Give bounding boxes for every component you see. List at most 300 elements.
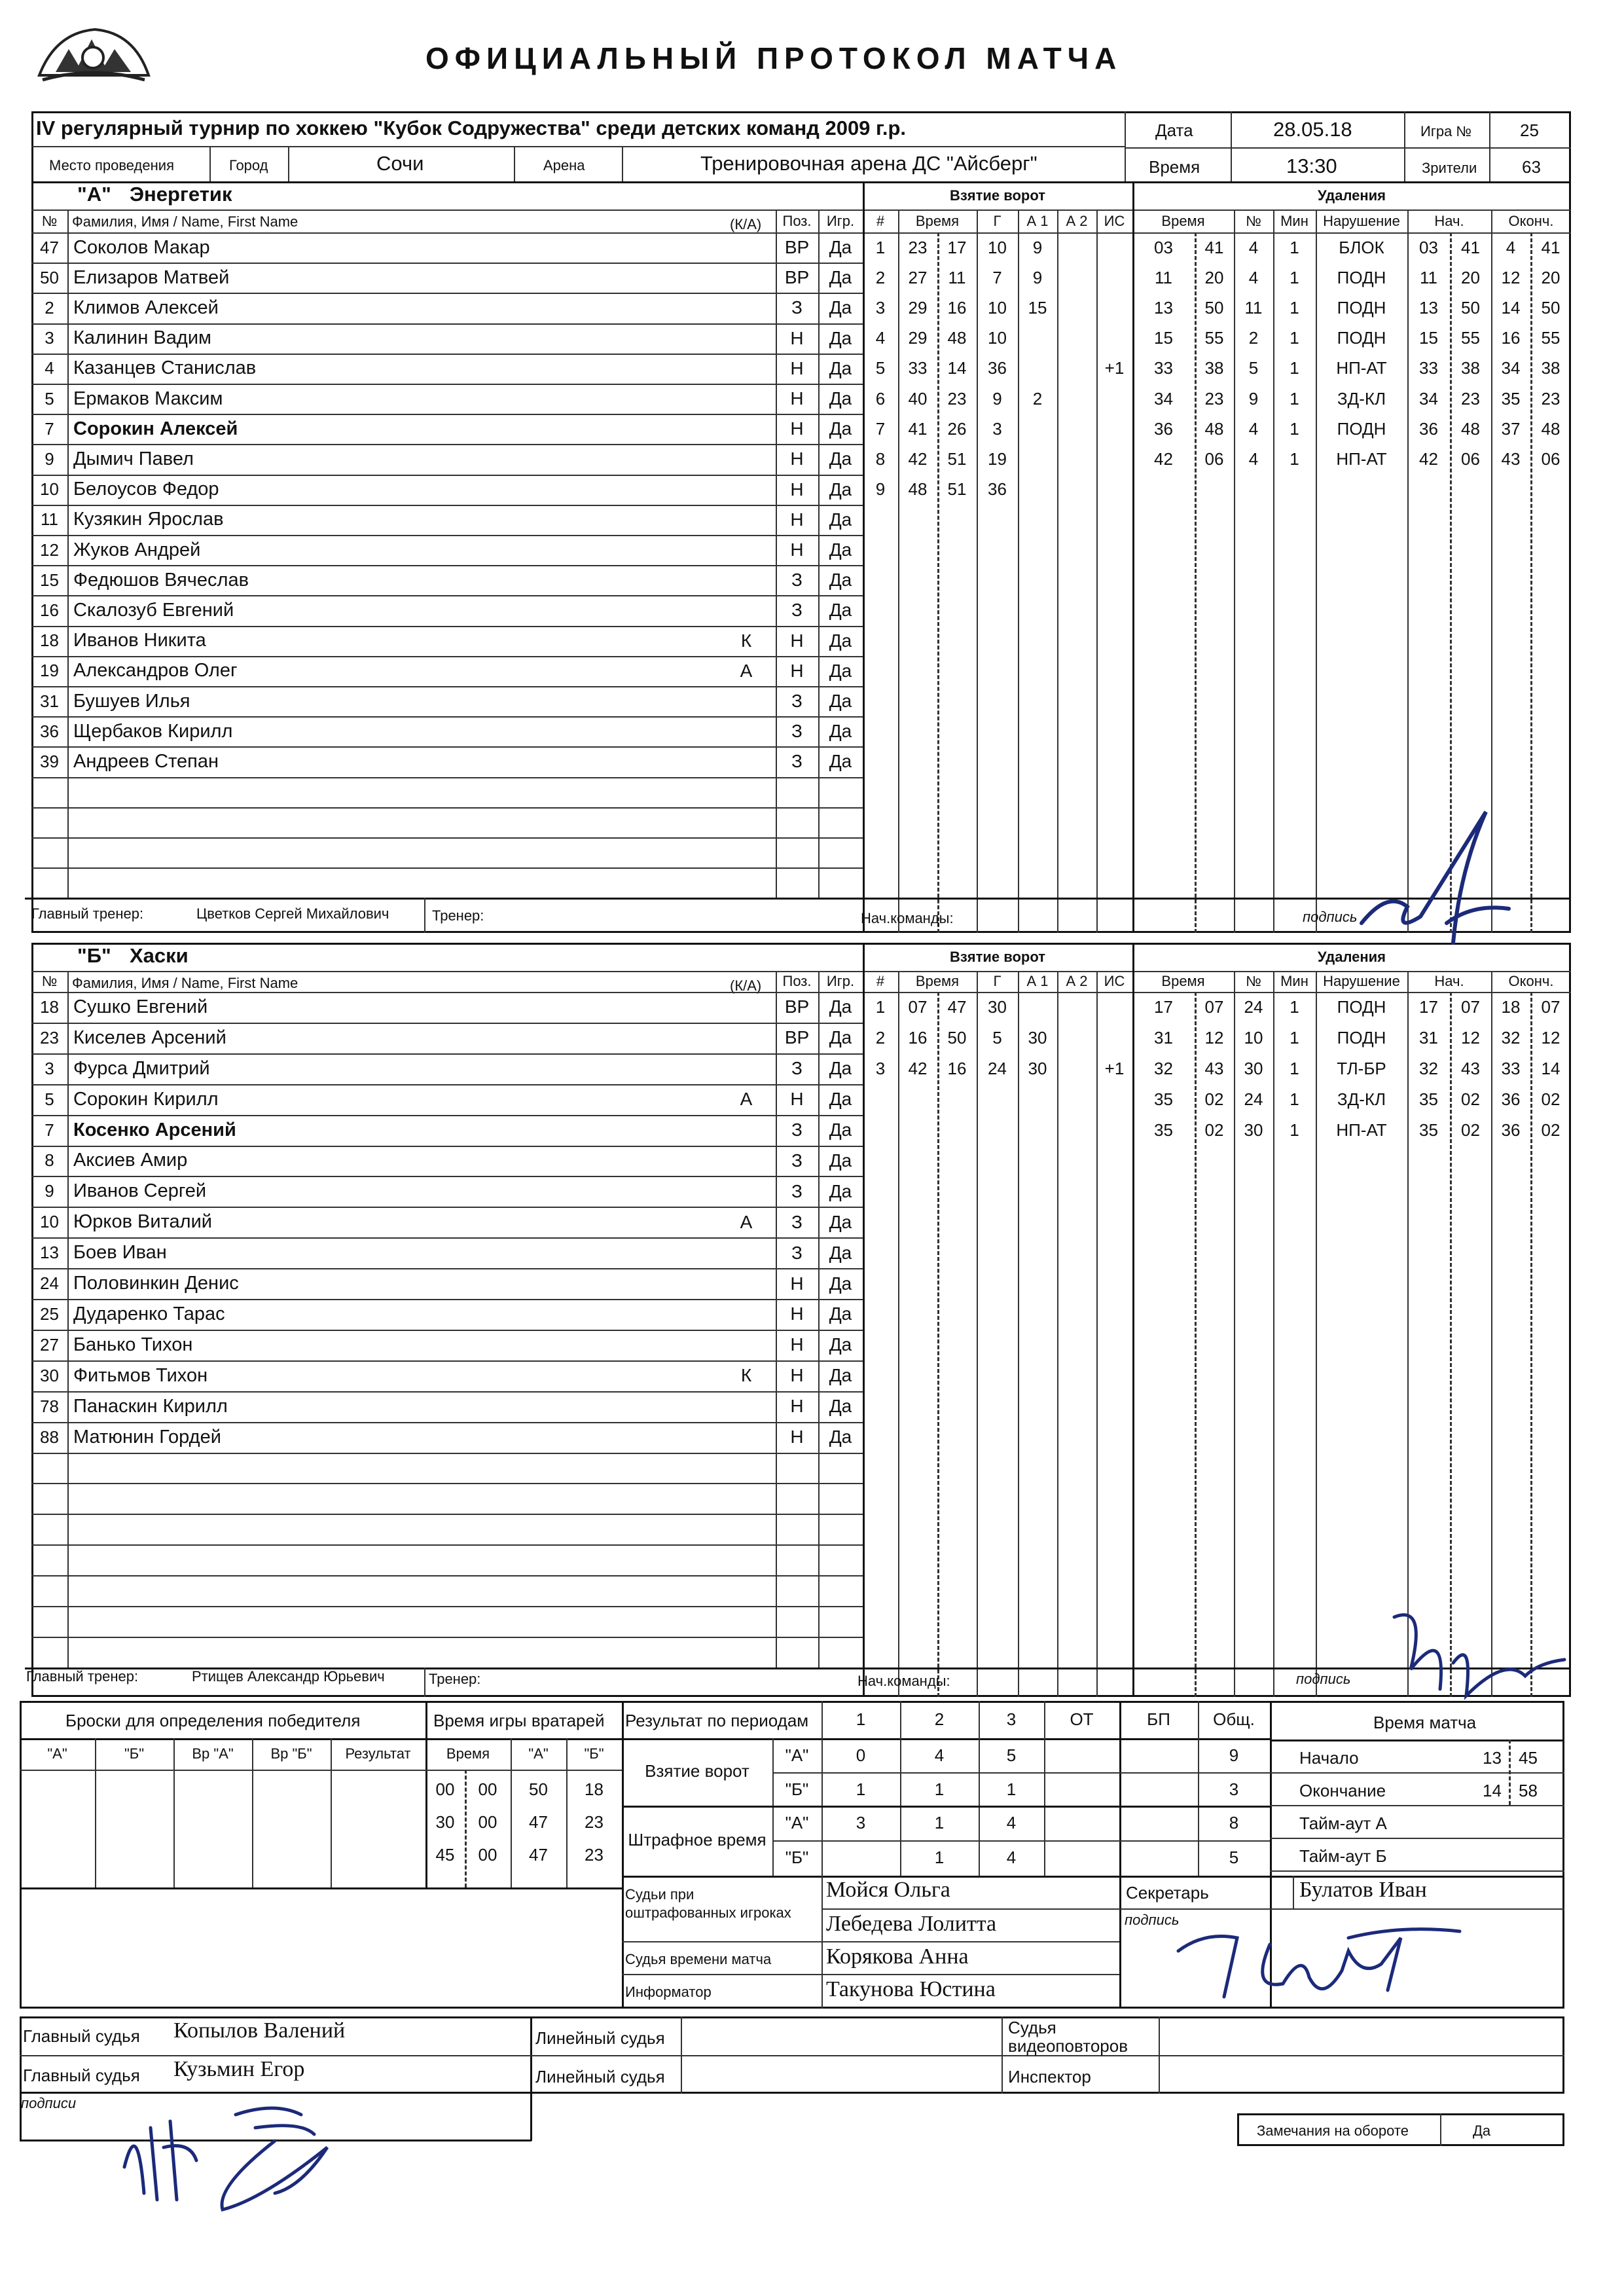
team-a-player-position: З bbox=[791, 721, 803, 742]
team-a-label: "А" bbox=[77, 183, 111, 206]
team-b-signature-label: подпись bbox=[1296, 1671, 1351, 1687]
team-a-player-position: Н bbox=[790, 539, 804, 560]
match-time-title: Время матча bbox=[1373, 1713, 1477, 1732]
grid-line bbox=[20, 1887, 622, 1889]
team-b-penalty-s: 12 bbox=[1204, 1027, 1224, 1048]
team-a-penalty-sm: 15 bbox=[1419, 328, 1438, 348]
team-a-player-number: 2 bbox=[45, 297, 54, 318]
team-a-col-header-pos: Поз. bbox=[782, 212, 812, 229]
team-a-signature-label: подпись bbox=[1303, 909, 1358, 925]
team-a-penalty-min: 1 bbox=[1290, 358, 1299, 378]
team-a-player-number: 18 bbox=[40, 630, 59, 651]
team-a-col-header-pen-end: Оконч. bbox=[1508, 212, 1554, 229]
team-b-penalty-v: ПОДН bbox=[1337, 1027, 1386, 1048]
team-a-goal-g: 19 bbox=[988, 448, 1007, 469]
team-a-goal-is bbox=[1096, 263, 1132, 293]
team-a-player-played: Да bbox=[829, 660, 852, 681]
team-b-player-played: Да bbox=[829, 1211, 852, 1232]
team-a-goal-g: 3 bbox=[992, 418, 1002, 439]
team-a-player-position: ВР bbox=[784, 237, 810, 258]
team-a-penalty-m: 34 bbox=[1154, 388, 1173, 409]
grid-line bbox=[424, 898, 425, 933]
team-a-goal-a1 bbox=[1018, 414, 1057, 444]
team-a-player-number: 19 bbox=[40, 661, 59, 681]
team-b-label: "Б" bbox=[77, 944, 111, 967]
team-a-player-number: 4 bbox=[45, 358, 54, 378]
team-b-penalty-es: 02 bbox=[1541, 1089, 1561, 1109]
match-start-hour: 13 bbox=[1483, 1748, 1502, 1768]
remarks-value: Да bbox=[1473, 2123, 1491, 2139]
team-b-coach-signature bbox=[1375, 1597, 1571, 1709]
team-a-penalty-sm: 13 bbox=[1419, 297, 1438, 318]
grid-line bbox=[331, 1738, 332, 1887]
team-b-head-coach-label: Главный тренер: bbox=[26, 1668, 139, 1685]
team-a-player-number: 15 bbox=[40, 570, 59, 590]
grid-line bbox=[31, 1514, 863, 1515]
team-b-player-number: 3 bbox=[45, 1058, 54, 1078]
grid-line bbox=[31, 1575, 863, 1576]
team-a-player-name: Дымич Павел bbox=[73, 448, 194, 469]
team-a-goal-is bbox=[1096, 293, 1132, 323]
team-a-penalties-heading: Удаления bbox=[1317, 187, 1386, 204]
team-b-player-position: ВР bbox=[784, 1027, 810, 1048]
team-a-goal-is bbox=[1096, 384, 1132, 414]
grid-line bbox=[31, 210, 863, 211]
city-label: Город bbox=[229, 157, 268, 173]
team-a-penalty-es: 55 bbox=[1541, 328, 1561, 348]
shootout-title: Броски для определения победителя bbox=[65, 1711, 361, 1730]
team-b-team-head-label: Нач.команды: bbox=[857, 1673, 950, 1689]
period-value bbox=[1119, 1738, 1198, 1772]
team-a-player-position: Н bbox=[790, 418, 804, 439]
penalty-judges-label bbox=[625, 1886, 802, 1922]
team-a-player-number: 9 bbox=[45, 448, 54, 469]
team-a-goal-m: 29 bbox=[908, 297, 928, 318]
team-a-player-captain-mark bbox=[727, 565, 766, 595]
team-b-player-number: 8 bbox=[45, 1150, 54, 1171]
team-a-penalty-sm: 36 bbox=[1419, 418, 1438, 439]
team-a-player-position: З bbox=[791, 600, 803, 621]
team-b-penalty-m: 35 bbox=[1154, 1089, 1173, 1109]
team-a-player-played: Да bbox=[829, 751, 852, 772]
team-b-player-name: Матюнин Гордей bbox=[73, 1426, 221, 1448]
team-b-penalty-m: 31 bbox=[1154, 1027, 1173, 1048]
team-a-goal-a2 bbox=[1057, 384, 1096, 414]
team-a-player-number: 50 bbox=[40, 267, 59, 287]
grid-line bbox=[31, 971, 863, 972]
team-a-goal-is bbox=[1096, 414, 1132, 444]
grid-line bbox=[31, 1637, 863, 1638]
team-a-player-played: Да bbox=[829, 237, 852, 258]
grid-line bbox=[252, 1738, 253, 1887]
team-a-penalty-s: 23 bbox=[1204, 388, 1224, 409]
team-b-col-header-g: Г bbox=[993, 973, 1001, 989]
team-a-goal-m: 48 bbox=[908, 479, 928, 500]
team-b-player-name: Фитьмов Тихон bbox=[73, 1364, 208, 1386]
period-value bbox=[821, 1840, 900, 1874]
team-a-goal-a1 bbox=[1018, 475, 1057, 505]
team-a-penalty-min: 1 bbox=[1290, 418, 1299, 439]
penalty-judge-1: Мойся Ольга bbox=[826, 1878, 950, 1902]
team-a-penalty-s: 50 bbox=[1204, 297, 1224, 318]
team-b-goal-g: 5 bbox=[992, 1027, 1002, 1048]
team-a-goal-n: 7 bbox=[875, 418, 886, 439]
team-a-player-captain-mark bbox=[727, 384, 766, 414]
team-b-penalty-es: 12 bbox=[1541, 1027, 1561, 1048]
team-b-penalty-es: 14 bbox=[1541, 1058, 1561, 1078]
team-b-player-name: Иванов Сергей bbox=[73, 1180, 207, 1202]
spectators-label: Зрители bbox=[1422, 160, 1477, 176]
team-a-penalty-num: 4 bbox=[1248, 448, 1259, 469]
period-team-label: "А" bbox=[785, 1745, 809, 1765]
team-a-penalty-ss: 38 bbox=[1461, 358, 1480, 378]
team-b-player-played: Да bbox=[829, 1273, 852, 1294]
team-b-player-number: 23 bbox=[40, 1027, 59, 1048]
team-b-penalty-sm: 17 bbox=[1419, 996, 1438, 1017]
team-a-goal-s: 17 bbox=[947, 237, 967, 257]
team-b-player-number: 18 bbox=[40, 996, 59, 1017]
team-a-goal-n: 2 bbox=[875, 267, 886, 287]
team-a-penalty-es: 20 bbox=[1541, 267, 1561, 287]
team-a-penalty-es: 50 bbox=[1541, 297, 1561, 318]
team-b-player-played: Да bbox=[829, 1242, 852, 1263]
team-a-player-name: Федюшов Вячеслав bbox=[73, 569, 249, 591]
team-b-penalty-ss: 43 bbox=[1461, 1058, 1480, 1078]
team-a-goal-s: 14 bbox=[947, 358, 967, 378]
game-number-label: Игра № bbox=[1420, 123, 1472, 139]
video-referee-label bbox=[1008, 2018, 1139, 2055]
team-a-penalty-es: 06 bbox=[1541, 448, 1561, 469]
period-value: 8 bbox=[1229, 1812, 1239, 1832]
team-a-player-captain-mark: А bbox=[740, 660, 753, 681]
team-a-col-header-pen-start: Нач. bbox=[1434, 212, 1464, 229]
team-a-penalty-m: 42 bbox=[1154, 448, 1173, 469]
team-b-player-played: Да bbox=[829, 1027, 852, 1048]
team-b-col-header-pen-start: Нач. bbox=[1434, 973, 1464, 989]
team-b-penalty-v: НП-АТ bbox=[1336, 1120, 1387, 1140]
team-a-player-captain-mark bbox=[727, 414, 766, 444]
team-a-penalty-s: 41 bbox=[1204, 237, 1224, 257]
team-a-goal-g: 36 bbox=[988, 479, 1007, 500]
team-a-player-position: З bbox=[791, 297, 803, 318]
team-a-goal-a2 bbox=[1057, 293, 1096, 323]
team-b-player-played: Да bbox=[829, 1089, 852, 1110]
team-b-player-captain-mark bbox=[727, 1299, 766, 1330]
team-a-player-played: Да bbox=[829, 630, 852, 651]
team-a-goal-s: 51 bbox=[947, 479, 967, 500]
team-b-penalty-ss: 02 bbox=[1461, 1120, 1480, 1140]
shootout-col-header: Вр "Б" bbox=[270, 1745, 312, 1762]
team-b-col-header-pmin: Мин bbox=[1280, 973, 1308, 989]
team-b-goal-is bbox=[1096, 1023, 1132, 1053]
team-a-col-header-ka: (К/А) bbox=[730, 216, 762, 232]
grid-line bbox=[31, 1606, 863, 1607]
team-a-player-position: З bbox=[791, 751, 803, 772]
period-value: 5 bbox=[1229, 1847, 1239, 1867]
team-a-penalty-sm: 33 bbox=[1419, 358, 1438, 378]
team-a-goal-a2 bbox=[1057, 232, 1096, 263]
team-a-penalty-s: 20 bbox=[1204, 267, 1224, 287]
team-b-penalty-ss: 07 bbox=[1461, 996, 1480, 1017]
team-b-penalty-es: 02 bbox=[1541, 1120, 1561, 1140]
team-a-goal-g: 10 bbox=[988, 328, 1007, 348]
team-b-player-captain-mark bbox=[727, 1146, 766, 1176]
team-b-player-number: 30 bbox=[40, 1365, 59, 1385]
team-b-penalty-s: 02 bbox=[1204, 1089, 1224, 1109]
team-a-player-position: Н bbox=[790, 388, 804, 409]
secretary-name: Булатов Иван bbox=[1299, 1878, 1427, 1902]
team-a-player-number: 11 bbox=[41, 509, 58, 530]
team-a-penalty-ss: 23 bbox=[1461, 388, 1480, 409]
team-b-penalty-min: 1 bbox=[1290, 996, 1299, 1017]
team-b-player-name: Дударенко Тарас bbox=[73, 1303, 225, 1324]
team-b-penalty-s: 02 bbox=[1204, 1120, 1224, 1140]
team-a-goal-a2 bbox=[1057, 475, 1096, 505]
team-a-penalty-em: 4 bbox=[1506, 237, 1516, 257]
team-a-col-header-name: Фамилия, Имя / Name, First Name bbox=[72, 213, 298, 230]
team-a-penalty-es: 23 bbox=[1541, 388, 1561, 409]
team-a-goal-a2 bbox=[1057, 263, 1096, 293]
team-b-player-captain-mark bbox=[727, 1422, 766, 1453]
team-b-player-number: 10 bbox=[40, 1212, 59, 1232]
game-number-value: 25 bbox=[1520, 120, 1539, 140]
team-a-penalty-m: 33 bbox=[1154, 358, 1173, 378]
team-b-col-header-play: Игр. bbox=[826, 973, 855, 989]
team-a-penalty-num: 4 bbox=[1248, 237, 1259, 257]
goalie-time-b: 18 bbox=[585, 1779, 604, 1799]
team-b-goal-m: 42 bbox=[908, 1058, 928, 1078]
timeout-b-label: Тайм-аут Б bbox=[1299, 1846, 1387, 1866]
team-a-goal-a1 bbox=[1018, 323, 1057, 354]
team-a-player-number: 3 bbox=[45, 328, 54, 348]
team-b-penalty-num: 30 bbox=[1244, 1120, 1263, 1140]
goalie-time-a: 50 bbox=[529, 1779, 548, 1799]
team-b-player-number: 13 bbox=[40, 1243, 59, 1263]
goalie-time-minute: 00 bbox=[435, 1779, 455, 1799]
period-value bbox=[1044, 1772, 1119, 1806]
period-team-label: "Б" bbox=[785, 1779, 809, 1799]
team-b-player-position: Н bbox=[790, 1334, 804, 1355]
team-a-penalty-m: 36 bbox=[1154, 418, 1173, 439]
team-b-penalty-em: 32 bbox=[1501, 1027, 1521, 1048]
team-a-goal-a1: 15 bbox=[1028, 297, 1047, 318]
team-a-player-position: Н bbox=[790, 357, 804, 378]
team-a-penalty-sm: 03 bbox=[1419, 237, 1438, 257]
team-b-player-captain-mark bbox=[727, 1391, 766, 1422]
team-a-penalty-m: 15 bbox=[1154, 328, 1173, 348]
period-col-header: Общ. bbox=[1213, 1709, 1255, 1729]
team-b-penalty-min: 1 bbox=[1290, 1120, 1299, 1140]
team-a-player-captain-mark bbox=[727, 686, 766, 716]
team-a-player-captain-mark bbox=[727, 716, 766, 746]
team-a-goal-s: 11 bbox=[948, 267, 966, 287]
grid-line bbox=[20, 1770, 425, 1771]
team-b-player-played: Да bbox=[829, 1396, 852, 1417]
team-b-player-position: З bbox=[791, 1120, 803, 1140]
period-col-header: 2 bbox=[934, 1709, 945, 1729]
team-a-player-played: Да bbox=[829, 267, 852, 288]
team-b-penalty-em: 36 bbox=[1501, 1120, 1521, 1140]
team-b-head-coach-name: Ртищев Александр Юрьевич bbox=[192, 1668, 385, 1685]
team-b-player-name: Юрков Виталий bbox=[73, 1211, 212, 1233]
team-a-penalty-ss: 20 bbox=[1461, 267, 1480, 287]
team-a-player-played: Да bbox=[829, 509, 852, 530]
team-b-penalty-m: 35 bbox=[1154, 1120, 1173, 1140]
team-b-goal-g: 30 bbox=[988, 996, 1007, 1017]
team-b-player-played: Да bbox=[829, 1365, 852, 1386]
team-a-player-position: Н bbox=[790, 630, 804, 651]
goalie-time-minute: 30 bbox=[435, 1812, 455, 1832]
match-end-minute: 58 bbox=[1519, 1781, 1538, 1800]
team-a-player-played: Да bbox=[829, 570, 852, 591]
team-a-goal-a1 bbox=[1018, 444, 1057, 474]
team-b-player-captain-mark bbox=[727, 1330, 766, 1360]
team-b-player-captain-mark bbox=[727, 992, 766, 1023]
team-a-penalty-v: ПОДН bbox=[1337, 418, 1386, 439]
team-a-penalty-m: 13 bbox=[1154, 297, 1173, 318]
team-a-player-number: 10 bbox=[40, 479, 59, 500]
grid-line bbox=[31, 1453, 863, 1454]
team-b-penalty-m: 32 bbox=[1154, 1058, 1173, 1078]
team-b-col-header-goal-time: Время bbox=[915, 973, 960, 989]
team-a-player-name: Белоусов Федор bbox=[73, 479, 219, 500]
period-value: 1 bbox=[934, 1847, 945, 1867]
team-a-player-captain-mark bbox=[727, 475, 766, 505]
team-a-goal-m: 42 bbox=[908, 448, 928, 469]
team-a-goal-is bbox=[1096, 232, 1132, 263]
team-a-col-header-gn: # bbox=[876, 212, 885, 229]
team-a-player-number: 36 bbox=[40, 721, 59, 741]
signatures-label: подписи bbox=[21, 2095, 77, 2111]
team-b-player-captain-mark bbox=[727, 1115, 766, 1146]
team-a-goal-g: 36 bbox=[988, 358, 1007, 378]
team-a-penalty-min: 1 bbox=[1290, 448, 1299, 469]
team-b-col-header-a1: А 1 bbox=[1026, 973, 1049, 989]
team-a-penalty-es: 41 bbox=[1541, 237, 1561, 257]
team-a-penalty-v: ПОДН bbox=[1337, 267, 1386, 287]
league-logo bbox=[29, 20, 157, 88]
team-a-goal-g: 7 bbox=[992, 267, 1002, 287]
team-b-penalty-v: ТЛ-БР bbox=[1337, 1058, 1386, 1078]
team-a-coach-signature bbox=[1348, 792, 1519, 949]
periods-title: Результат по периодам bbox=[625, 1711, 809, 1730]
team-b-player-number: 5 bbox=[45, 1089, 54, 1109]
team-a-goal-n: 5 bbox=[875, 358, 886, 378]
team-a-player-name: Бушуев Илья bbox=[73, 690, 190, 712]
team-a-goal-m: 23 bbox=[908, 237, 928, 257]
team-a-player-position: З bbox=[791, 691, 803, 712]
team-b-player-position: Н bbox=[790, 1396, 804, 1417]
team-a-penalty-sm: 11 bbox=[1420, 267, 1437, 287]
team-a-player-name: Ермаков Максим bbox=[73, 388, 223, 409]
team-a-head-coach-label: Главный тренер: bbox=[31, 905, 144, 922]
team-a-player-played: Да bbox=[829, 479, 852, 500]
team-b-player-number: 88 bbox=[40, 1427, 59, 1447]
grid-line bbox=[25, 898, 1571, 900]
team-b-player-played: Да bbox=[829, 1120, 852, 1140]
period-value bbox=[1044, 1840, 1119, 1874]
team-a-goal-m: 41 bbox=[908, 418, 928, 439]
team-b-player-name: Косенко Арсений bbox=[73, 1119, 236, 1140]
period-value bbox=[1119, 1806, 1198, 1840]
team-b-goal-a1 bbox=[1018, 992, 1057, 1023]
team-b-goal-a2 bbox=[1057, 992, 1096, 1023]
team-b-player-name: Сорокин Кирилл bbox=[73, 1088, 219, 1110]
team-b-player-name: Панаскин Кирилл bbox=[73, 1395, 228, 1417]
team-b-player-number: 9 bbox=[45, 1181, 54, 1201]
grid-line bbox=[67, 971, 69, 1667]
team-a-player-name: Казанцев Станислав bbox=[73, 357, 257, 379]
team-a-player-name: Александров Олег bbox=[73, 660, 238, 682]
team-a-goal-a2 bbox=[1057, 444, 1096, 474]
team-b-player-number: 27 bbox=[40, 1334, 59, 1355]
arena-label: Арена bbox=[543, 157, 585, 173]
team-b-player-name: Боев Иван bbox=[73, 1242, 167, 1264]
team-b-goal-n: 3 bbox=[875, 1058, 886, 1078]
period-value: 1 bbox=[1006, 1779, 1017, 1799]
team-a-col-header-a2: А 2 bbox=[1066, 212, 1088, 229]
remarks-label: Замечания на обороте bbox=[1257, 2123, 1409, 2139]
team-a-player-name: Калинин Вадим bbox=[73, 327, 211, 349]
period-value: 1 bbox=[934, 1779, 945, 1799]
period-value bbox=[1119, 1772, 1198, 1806]
team-b-penalty-em: 33 bbox=[1501, 1058, 1521, 1078]
team-b-player-played: Да bbox=[829, 1427, 852, 1448]
team-a-goal-n: 3 bbox=[875, 297, 886, 318]
team-b-col-header-pen-end: Оконч. bbox=[1508, 973, 1554, 989]
team-b-goal-m: 16 bbox=[908, 1027, 928, 1048]
team-b-goals-heading: Взятие ворот bbox=[949, 948, 1046, 965]
team-a-player-played: Да bbox=[829, 327, 852, 348]
team-a-penalty-min: 1 bbox=[1290, 297, 1299, 318]
team-a-player-captain-mark bbox=[727, 746, 766, 776]
informer-name: Такунова Юстина bbox=[826, 1977, 996, 2001]
team-b-penalty-min: 1 bbox=[1290, 1089, 1299, 1109]
team-a-goal-a1: 9 bbox=[1032, 267, 1043, 287]
shootout-col-header: "Б" bbox=[124, 1745, 145, 1762]
secretary-signature-label: подпись bbox=[1125, 1912, 1180, 1928]
team-a-col-header-pmin: Мин bbox=[1280, 212, 1308, 229]
team-a-penalty-v: ПОДН bbox=[1337, 328, 1386, 348]
main-referee-2: Кузьмин Егор bbox=[173, 2057, 305, 2081]
team-a-penalty-sm: 42 bbox=[1419, 448, 1438, 469]
team-b-goal-is: +1 bbox=[1104, 1058, 1125, 1078]
team-b-player-captain-mark bbox=[727, 1176, 766, 1207]
team-a-penalty-s: 55 bbox=[1204, 328, 1224, 348]
team-b-player-position: ВР bbox=[784, 996, 810, 1017]
team-b-penalty-num: 24 bbox=[1244, 1089, 1263, 1109]
team-b-penalty-num: 10 bbox=[1244, 1027, 1263, 1048]
time-judge-name: Корякова Анна bbox=[826, 1944, 969, 1969]
team-a-goal-s: 26 bbox=[947, 418, 967, 439]
team-a-player-position: З bbox=[791, 570, 803, 591]
team-a-col-header-pv: Нарушение bbox=[1323, 212, 1400, 229]
page-title: ОФИЦИАЛЬНЫЙ ПРОТОКОЛ МАТЧА bbox=[425, 41, 1123, 75]
period-col-header: БП bbox=[1147, 1709, 1170, 1729]
team-a-penalty-num: 4 bbox=[1248, 267, 1259, 287]
team-a-goal-is: +1 bbox=[1104, 358, 1125, 378]
secretary-signature bbox=[1152, 1912, 1479, 2010]
team-b-penalty-sm: 32 bbox=[1419, 1058, 1438, 1078]
team-a-penalty-num: 11 bbox=[1244, 297, 1263, 318]
team-b-player-position: Н bbox=[790, 1427, 804, 1448]
team-a-player-number: 16 bbox=[40, 600, 59, 620]
team-a-player-name: Андреев Степан bbox=[73, 750, 219, 772]
team-a-player-played: Да bbox=[829, 721, 852, 742]
match-start-minute: 45 bbox=[1519, 1748, 1538, 1768]
team-a-player-captain-mark bbox=[727, 595, 766, 625]
shootout-col-header: Вр "А" bbox=[192, 1745, 234, 1762]
